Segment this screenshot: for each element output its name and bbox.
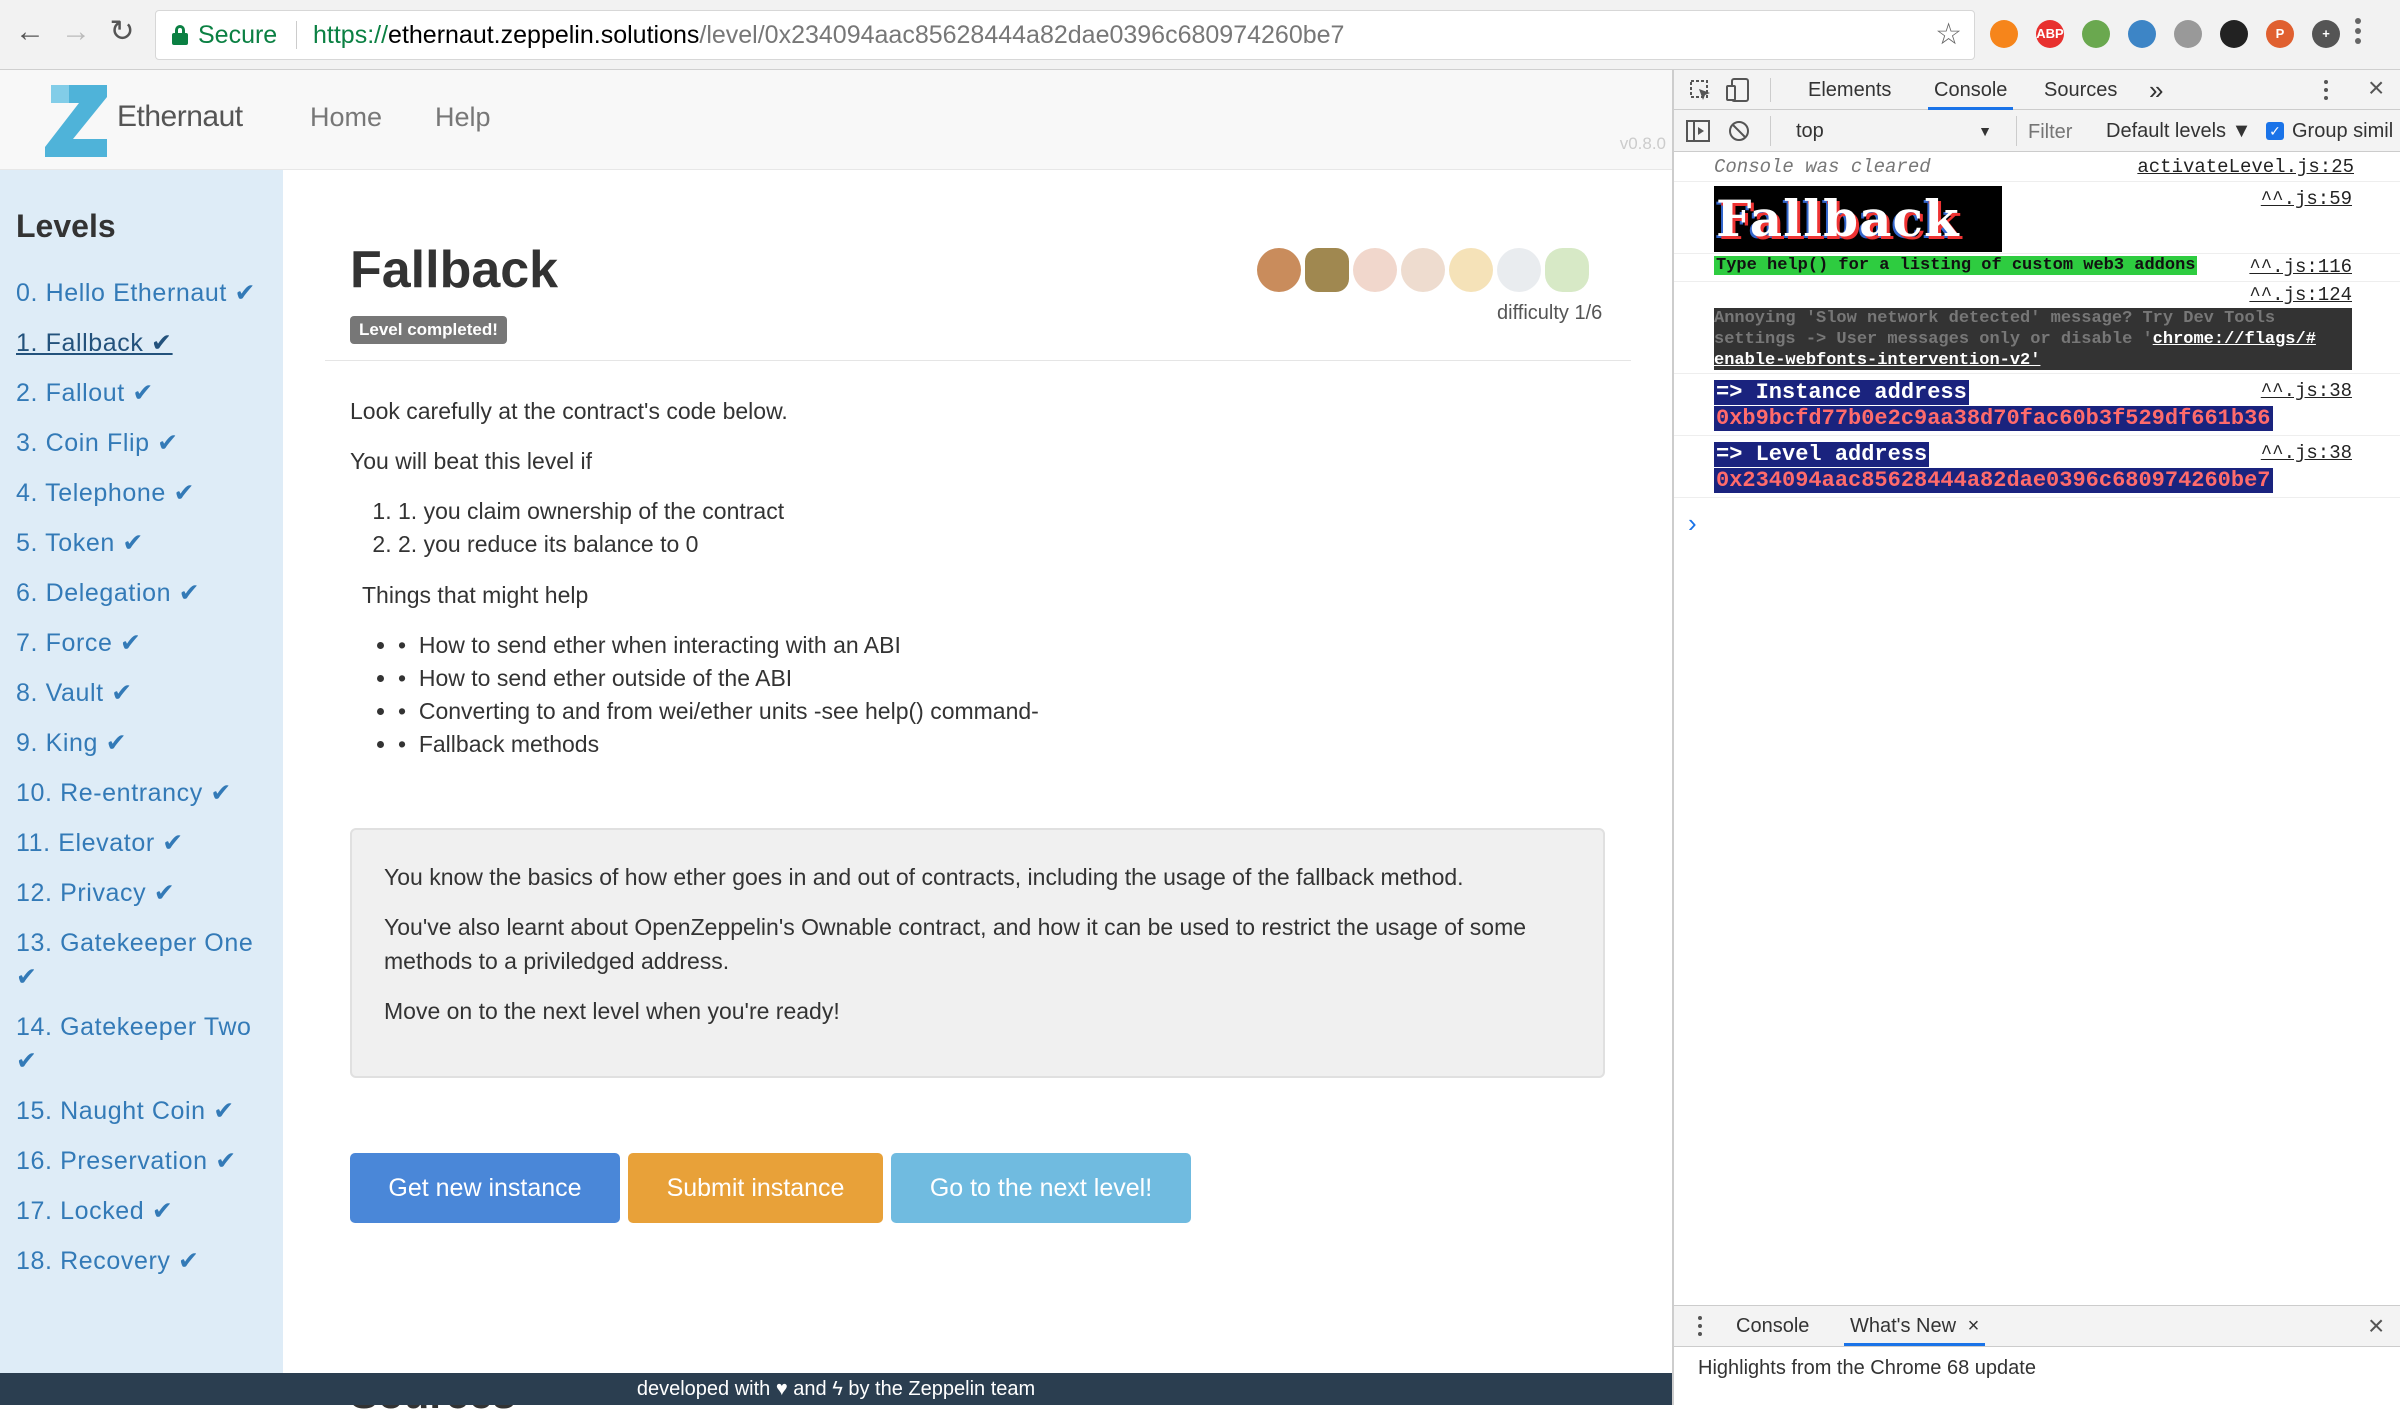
console-message: [1674, 374, 2400, 436]
ethernaut-app: [0, 70, 1672, 1405]
zeppelin-logo-icon: [45, 85, 107, 157]
console-message: Console was cleared activateLevel.js:25: [1674, 152, 2400, 182]
sidebar-item-level-17[interactable]: 17. Locked ✔: [16, 1197, 174, 1225]
avatar-character-icon: [1257, 248, 1301, 292]
drawer-tab-whats-new[interactable]: What's New ×: [1844, 1306, 1985, 1346]
sidebar-item-level-18[interactable]: 18. Recovery ✔: [16, 1247, 200, 1275]
console-message: [1674, 436, 2400, 498]
hand-extension-icon[interactable]: [2174, 20, 2202, 48]
list-item: • • How to send ether when interacting with an ABI: [398, 632, 901, 659]
list-item: • • Fallback methods: [398, 731, 599, 758]
top-navbar: [0, 70, 1672, 170]
completion-text: You've also learnt about OpenZeppelin's Ownable contract, and how it can be used to restrict the usage of some methods to a priviledged address.: [384, 914, 1527, 974]
adblock-plus-icon[interactable]: ABP: [2036, 20, 2064, 48]
instance-address-log: => Instance address 0xb9bcfd77b0e2c9aa38d70fac60b3f529df661b36: [1716, 380, 2271, 431]
level-address-log: => Level address 0x234094aac85628444a82dae0396c680974260be7: [1716, 442, 2271, 493]
sidebar-item-level-6[interactable]: 6. Delegation ✔: [16, 579, 201, 607]
bolt-icon: ϟ: [832, 1378, 843, 1400]
inspect-element-icon[interactable]: [1690, 80, 1712, 102]
sidebar-item-level-13[interactable]: 13. Gatekeeper One ✔: [16, 929, 254, 991]
help-intro-text: Things that might help: [362, 582, 589, 608]
list-item: • • Converting to and from wei/ether units -see help() command-: [398, 698, 1039, 725]
reload-button[interactable]: ↻: [109, 15, 135, 48]
difficulty-label: difficulty 1/6: [1497, 302, 1603, 324]
beat-intro-text: You will beat this level if: [350, 448, 593, 474]
group-similar-label: Group simil: [2292, 120, 2394, 142]
close-tab-icon[interactable]: ×: [1967, 1315, 1980, 1337]
sidebar-toggle-icon[interactable]: [1686, 120, 1710, 142]
sidebar-item-level-16[interactable]: 16. Preservation ✔: [16, 1147, 237, 1175]
tab-console[interactable]: Console: [1928, 70, 2013, 110]
rainbow-extension-icon[interactable]: [2128, 20, 2156, 48]
chrome-flags-link[interactable]: chrome://flags/#: [2152, 330, 2316, 349]
slow-network-tip: Annoying 'Slow network detected' message? Try Dev Tools settings -> User messages only or disable 'chrome://flags/# enable-webfonts-intervention-v2': [1714, 308, 2352, 370]
device-toolbar-icon[interactable]: [1726, 78, 1750, 104]
sidebar-item-level-15[interactable]: 15. Naught Coin ✔: [16, 1097, 235, 1125]
forward-button[interactable]: →: [61, 15, 91, 48]
sidebar-item-level-4[interactable]: 4. Telephone ✔: [16, 479, 196, 507]
list-item: • • How to send ether outside of the ABI: [398, 665, 792, 692]
footer: developed with ♥ and ϟ by the Zeppelin team: [0, 1373, 1672, 1405]
sidebar-item-level-2[interactable]: 2. Fallout ✔: [16, 379, 154, 407]
heart-icon: ♥: [775, 1378, 788, 1400]
drawer-menu-icon[interactable]: [1698, 1316, 1702, 1336]
more-tabs-icon[interactable]: »: [2149, 75, 2164, 105]
close-devtools-icon[interactable]: ×: [2368, 72, 2385, 103]
levels-sidebar: [0, 170, 283, 1373]
devtools-drawer: [1674, 1305, 2400, 1405]
completion-text: You know the basics of how ether goes in and out of contracts, including the usage of the fallback method.: [384, 864, 1464, 890]
get-new-instance-button[interactable]: Get new instance: [350, 1153, 620, 1223]
console-source-link[interactable]: ^^.js:38: [2260, 442, 2352, 464]
avatar-faded-icon: [1401, 248, 1445, 292]
translate-extension-icon[interactable]: +: [2312, 20, 2340, 48]
nav-help-link[interactable]: Help: [435, 102, 491, 132]
chevron-down-icon: ▼: [1978, 123, 1992, 139]
console-prompt[interactable]: ›: [1688, 508, 1697, 538]
avatar-faded-icon: [1497, 248, 1541, 292]
list-item: 1. 1. you claim ownership of the contract: [398, 498, 784, 525]
react-devtools-icon[interactable]: [2220, 20, 2248, 48]
next-level-button[interactable]: Go to the next level!: [891, 1153, 1191, 1223]
sidebar-item-level-12[interactable]: 12. Privacy ✔: [16, 879, 176, 907]
intro-text: Look carefully at the contract's code below.: [350, 398, 788, 424]
levels-heading: Levels: [16, 208, 116, 244]
level-title: Fallback: [350, 241, 559, 299]
close-drawer-icon[interactable]: ×: [2368, 1310, 2385, 1341]
clear-console-icon[interactable]: [1728, 120, 1750, 142]
context-selector[interactable]: top ▼: [1784, 110, 2004, 152]
sidebar-item-level-11[interactable]: 11. Elevator ✔: [16, 829, 184, 857]
secure-label: Secure: [198, 21, 278, 49]
console-source-link[interactable]: ^^.js:38: [2260, 380, 2352, 402]
console-message: Type help() for a listing of custom web3 addons ^^.js:116: [1674, 254, 2400, 282]
console-source-link[interactable]: ^^.js:116: [2249, 256, 2352, 278]
back-button[interactable]: ←: [15, 15, 45, 48]
avatar-faded-icon: [1449, 248, 1493, 292]
drawer-tab-console[interactable]: Console: [1736, 1315, 1810, 1337]
sidebar-item-level-14[interactable]: 14. Gatekeeper Two ✔: [16, 1013, 252, 1075]
sidebar-item-level-0[interactable]: 0. Hello Ethernaut ✔: [16, 279, 257, 307]
console-source-link[interactable]: activateLevel.js:25: [2137, 156, 2354, 178]
browser-toolbar: [0, 0, 2400, 70]
tab-elements[interactable]: Elements: [1808, 79, 1892, 101]
devtools-menu-icon[interactable]: [2324, 80, 2328, 100]
url-text[interactable]: https://ethernaut.zeppelin.solutions/level/0x234094aac85628444a82dae0396c680974260be7: [313, 21, 1345, 49]
tab-sources[interactable]: Sources: [2044, 79, 2118, 101]
log-levels-dropdown[interactable]: Default levels ▼: [2106, 120, 2252, 142]
drawer-tab-bar: [1674, 1305, 2400, 1347]
list-item: 2. 2. you reduce its balance to 0: [398, 531, 698, 558]
sidebar-item-level-8[interactable]: 8. Vault ✔: [16, 679, 133, 707]
completion-message: [350, 828, 1605, 1078]
brand-name[interactable]: Ethernaut: [117, 100, 243, 133]
bookmark-star-icon[interactable]: ☆: [1935, 18, 1962, 51]
sidebar-item-level-5[interactable]: 5. Token ✔: [16, 529, 144, 557]
difficulty-avatars: [1257, 248, 1597, 296]
version-label: v0.8.0: [1619, 134, 1666, 153]
lock-icon: [172, 25, 188, 45]
devtools-tab-bar: [1674, 70, 2400, 110]
completion-text: Move on to the next level when you're ready!: [384, 998, 840, 1024]
devtools-panel: [1672, 70, 2400, 1405]
metamask-extension-icon[interactable]: [1990, 20, 2018, 48]
console-source-link[interactable]: ^^.js:124: [2249, 284, 2352, 306]
console-message: [1674, 182, 2400, 254]
group-similar-checkbox[interactable]: ✓: [2266, 122, 2284, 140]
sidebar-item-level-3[interactable]: 3. Coin Flip ✔: [16, 429, 179, 457]
avatar-star-character-icon: [1305, 248, 1349, 292]
sidebar-item-level-1[interactable]: 1. Fallback ✔: [16, 329, 173, 357]
address-bar[interactable]: [155, 10, 1975, 60]
pinterest-extension-icon[interactable]: P: [2266, 20, 2294, 48]
submit-instance-button[interactable]: Submit instance: [628, 1153, 883, 1223]
avatar-pickle-icon: [1545, 248, 1589, 292]
console-message: [1674, 282, 2400, 374]
level-content: [283, 170, 1672, 1373]
nav-home-link[interactable]: Home: [310, 102, 383, 132]
console-source-link[interactable]: ^^.js:59: [2260, 188, 2352, 210]
colorzilla-icon[interactable]: [2082, 20, 2110, 48]
sidebar-item-level-9[interactable]: 9. King ✔: [16, 729, 128, 757]
whats-new-highlights: Highlights from the Chrome 68 update: [1698, 1357, 2036, 1379]
sidebar-item-level-7[interactable]: 7. Force ✔: [16, 629, 142, 657]
avatar-faded-icon: [1353, 248, 1397, 292]
level-completed-badge: Level completed!: [350, 316, 507, 344]
sidebar-item-level-10[interactable]: 10. Re-entrancy ✔: [16, 779, 232, 807]
console-toolbar: [1674, 110, 2400, 152]
chrome-menu-icon[interactable]: [2355, 18, 2361, 48]
fallback-banner: Fallback: [1714, 186, 2002, 252]
